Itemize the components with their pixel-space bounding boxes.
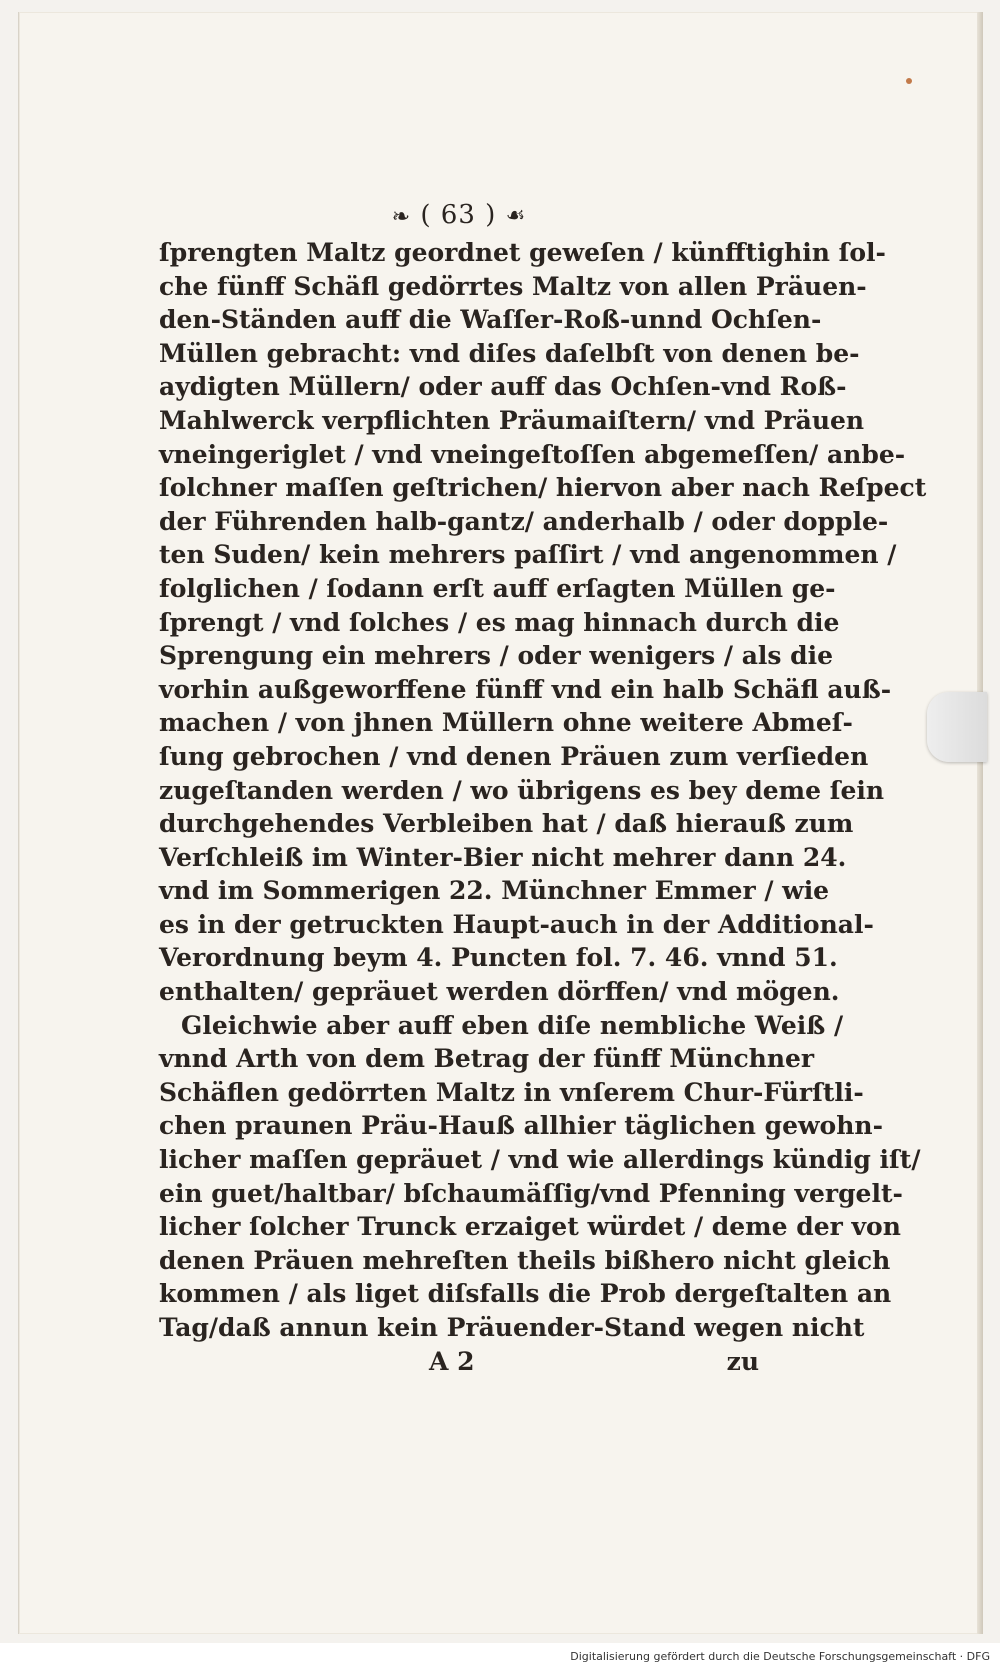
paragraph-start-line: Gleichwie aber auff eben diſe nembliche Weiß / xyxy=(181,1010,844,1040)
text-line: Mahlwerck verpflichten Präumaiſtern/ vnd Präuen xyxy=(159,405,865,435)
digitization-credit: Digitalisierung gefördert durch die Deutsche Forschungsgemeinschaft · DFG xyxy=(570,1650,990,1663)
page-number: ( 63 ) xyxy=(420,199,497,231)
text-line: Tag/daß annun kein Präuender-Stand wegen nicht xyxy=(159,1313,865,1342)
text-line: es in der getruckten Haupt-auch in der Additional- xyxy=(159,909,874,939)
text-line: vneingeriglet / vnd vneingeſtoſſen abgemeſſen/ anbe- xyxy=(159,439,906,469)
text-line: che fünff Schäfl gedörrtes Maltz von allen Präuen- xyxy=(159,271,867,301)
text-line: ſprengten Maltz geordnet geweſen / künfftighin ſol- xyxy=(159,238,886,267)
text-line: enthalten/ gepräuet werden dörffen/ vnd mögen. xyxy=(159,977,840,1007)
text-line: ſprengt / vnd ſolches / es mag hinnach durch die xyxy=(159,607,840,637)
text-line: vnd im Sommerigen 22. Münchner Emmer / wie xyxy=(159,876,830,906)
text-line: den-Ständen auff die Waſſer-Roß-unnd Ochſen- xyxy=(159,305,822,335)
text-line: licher ſolcher Trunck erzaiget würdet / deme der von xyxy=(159,1212,901,1242)
catchword: zu xyxy=(726,1346,759,1376)
text-line: Schäflen gedörrten Maltz in vnſerem Chur-Fürſtli- xyxy=(159,1077,864,1107)
text-line: licher maſſen gepräuet / vnd wie allerdings kündig iſt/ xyxy=(159,1145,921,1175)
text-line: folglichen / ſodann erſt auff erſagten Müllen ge- xyxy=(159,573,836,603)
text-line: ſolchner maſſen geſtrichen/ hiervon aber nach Reſpect xyxy=(159,473,927,503)
text-line: kommen / als liget diſsfalls die Prob dergeſtalten an xyxy=(159,1279,892,1309)
right-ornament-icon: ☙ xyxy=(505,203,527,229)
page-header xyxy=(159,197,759,233)
text-line: aydigten Müllern/ oder auff das Ochſen-vnd Roß- xyxy=(159,372,847,402)
page-edge xyxy=(977,12,983,1634)
text-line: Sprengung ein mehrers / oder wenigers / als die xyxy=(159,641,834,671)
text-line: ſung gebrochen / vnd denen Präuen zum verſieden xyxy=(159,741,869,771)
text-line: Verordnung beym 4. Puncten fol. 7. 46. vnnd 51. xyxy=(159,943,838,973)
page-tab xyxy=(927,692,987,762)
text-line: vnnd Arth von dem Betrag der fünff Münchner xyxy=(159,1044,815,1074)
ink-spot xyxy=(906,78,912,84)
signature-mark: A 2 xyxy=(429,1346,475,1376)
text-line: denen Präuen mehreſten theils bißhero nicht gleich xyxy=(159,1245,891,1275)
text-line: ten Suden/ kein mehrers paſſirt / vnd angenommen / xyxy=(159,540,897,570)
text-line: der Führenden halb-gantz/ anderhalb / oder dopple- xyxy=(159,506,889,536)
page-footer xyxy=(159,1347,759,1379)
text-line: vorhin außgeworffene fünff vnd ein halb Schäfl auß- xyxy=(159,674,892,704)
text-line: durchgehendes Verbleiben hat / daß hierauß zum xyxy=(159,809,854,839)
book-page xyxy=(18,12,983,1634)
left-ornament-icon: ❧ xyxy=(391,204,412,230)
text-line: zugeſtanden werden / wo übrigens es bey deme ſein xyxy=(159,775,885,805)
text-line: Müllen gebracht: vnd diſes daſelbſt von denen be- xyxy=(159,338,860,368)
text-block xyxy=(159,199,927,1379)
text-line: machen / von jhnen Müllern ohne weitere Abmeſ- xyxy=(159,708,853,738)
text-line: Verſchleiß im Winter-Bier nicht mehrer dann 24. xyxy=(159,842,847,872)
text-line: ein guet/haltbar/ bſchaumäſſig/vnd Pfenning vergelt- xyxy=(159,1178,903,1208)
text-line: chen praunen Präu-Hauß allhier täglichen gewohn- xyxy=(159,1111,883,1141)
